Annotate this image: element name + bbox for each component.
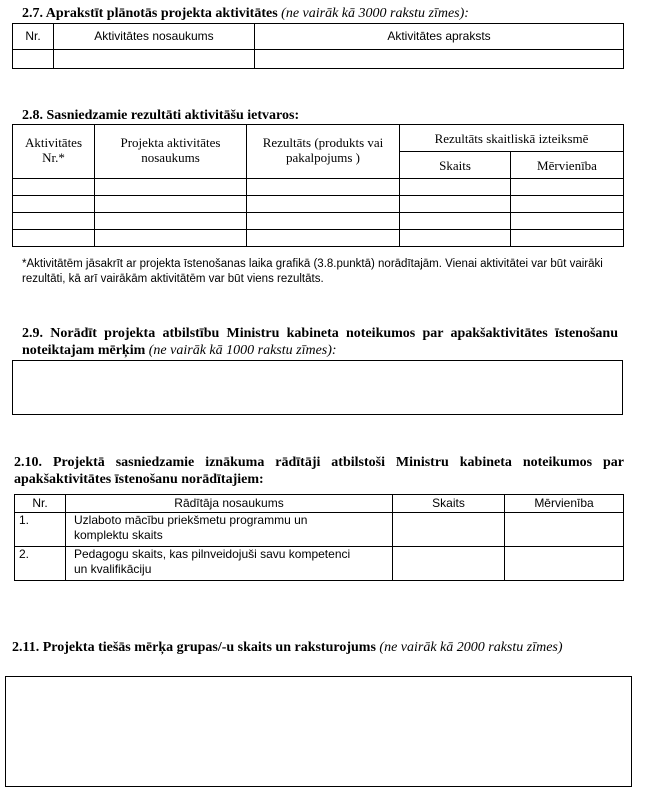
cell[interactable]	[95, 196, 247, 213]
cell[interactable]	[13, 213, 95, 230]
col-nr: Nr.	[13, 24, 54, 50]
objective-compliance-textarea[interactable]	[12, 360, 623, 415]
cell[interactable]	[400, 213, 511, 230]
section-2-7-title: 2.7. Aprakstīt plānotās projekta aktivitātes	[22, 6, 278, 21]
col-count: Skaits	[393, 495, 505, 513]
col-project-activity-name: Projekta aktivitātes nosaukums	[95, 125, 247, 179]
section-2-10-heading	[14, 454, 624, 488]
section-2-11-title: 2.11. Projekta tiešās mērķa grupas/-u skaits un raksturojums	[12, 640, 376, 655]
cell[interactable]	[400, 196, 511, 213]
table-row	[13, 196, 624, 213]
col-activity-name: Aktivitātes nosaukums	[54, 24, 255, 50]
table-row	[13, 179, 624, 196]
cell[interactable]	[54, 50, 255, 69]
results-footnote: *Aktivitātēm jāsakrīt ar projekta īstenošanas laika grafikā (3.8.punktā) norādītajām. Vienai aktivitātei var būt vairāki rezultāti, kā arī vairākām aktivitātēm var būt viens rezultāts.	[22, 258, 603, 285]
table-row	[13, 50, 624, 69]
col-unit: Mērvienība	[505, 495, 624, 513]
results-table	[12, 124, 624, 247]
indicator-name: Uzlaboto mācību priekšmetu programmu un komplektu skaits	[66, 513, 393, 547]
col-nr: Nr.	[15, 495, 66, 513]
section-2-11-heading	[12, 639, 622, 656]
unit-cell[interactable]	[505, 513, 624, 547]
col-unit: Mērvienība	[511, 152, 624, 179]
col-count: Skaits	[400, 152, 511, 179]
cell[interactable]	[95, 230, 247, 247]
count-cell[interactable]	[393, 547, 505, 581]
cell[interactable]	[511, 196, 624, 213]
cell[interactable]	[255, 50, 624, 69]
section-2-9-hint: (ne vairāk kā 1000 rakstu zīmes):	[148, 343, 337, 358]
count-cell[interactable]	[393, 513, 505, 547]
section-2-7-heading	[22, 5, 622, 22]
indicators-table	[14, 494, 624, 581]
unit-cell[interactable]	[505, 547, 624, 581]
section-2-11-hint: (ne vairāk kā 2000 rakstu zīmes)	[379, 640, 563, 655]
activities-table	[12, 23, 624, 69]
col-numeric-result: Rezultāts skaitliskā izteiksmē	[400, 125, 624, 152]
section-2-9-title: 2.9. Norādīt projekta atbilstību Ministru kabineta noteikumos par apakšaktivitātes īstenošanu noteiktajam mērķim	[22, 326, 618, 358]
cell[interactable]	[13, 196, 95, 213]
cell[interactable]	[400, 230, 511, 247]
cell[interactable]	[13, 50, 54, 69]
section-2-8-title: 2.8. Sasniedzamie rezultāti aktivitāšu ietvaros:	[22, 108, 300, 123]
indicator-name: Pedagogu skaits, kas pilnveidojuši savu kompetenci un kvalifikāciju	[66, 547, 393, 581]
col-indicator-name: Rādītāja nosaukums	[66, 495, 393, 513]
section-2-7-hint: (ne vairāk kā 3000 rakstu zīmes):	[281, 6, 469, 21]
table-row	[13, 213, 624, 230]
cell[interactable]	[95, 179, 247, 196]
table-row	[15, 547, 624, 581]
cell[interactable]	[511, 179, 624, 196]
cell[interactable]	[247, 179, 400, 196]
cell[interactable]	[247, 196, 400, 213]
table-row	[15, 513, 624, 547]
section-2-9-heading	[22, 325, 618, 359]
col-result: Rezultāts (produkts vai pakalpojums )	[247, 125, 400, 179]
cell[interactable]	[95, 213, 247, 230]
cell[interactable]	[247, 230, 400, 247]
col-activity-description: Aktivitātes apraksts	[255, 24, 624, 50]
cell[interactable]	[400, 179, 511, 196]
cell[interactable]	[511, 230, 624, 247]
section-2-8-heading	[22, 107, 299, 124]
cell[interactable]	[247, 213, 400, 230]
cell[interactable]	[13, 179, 95, 196]
col-activity-nr: Aktivitātes Nr.*	[13, 125, 95, 179]
cell[interactable]	[511, 213, 624, 230]
cell[interactable]	[13, 230, 95, 247]
target-group-textarea[interactable]	[5, 676, 632, 787]
table-row	[13, 230, 624, 247]
row-number: 2.	[15, 547, 66, 581]
section-2-10-title: 2.10. Projektā sasniedzamie iznākuma rādītāji atbilstoši Ministru kabineta noteikumos par apakšaktivitātes īstenošanu norādītajiem:	[14, 455, 624, 487]
row-number: 1.	[15, 513, 66, 547]
